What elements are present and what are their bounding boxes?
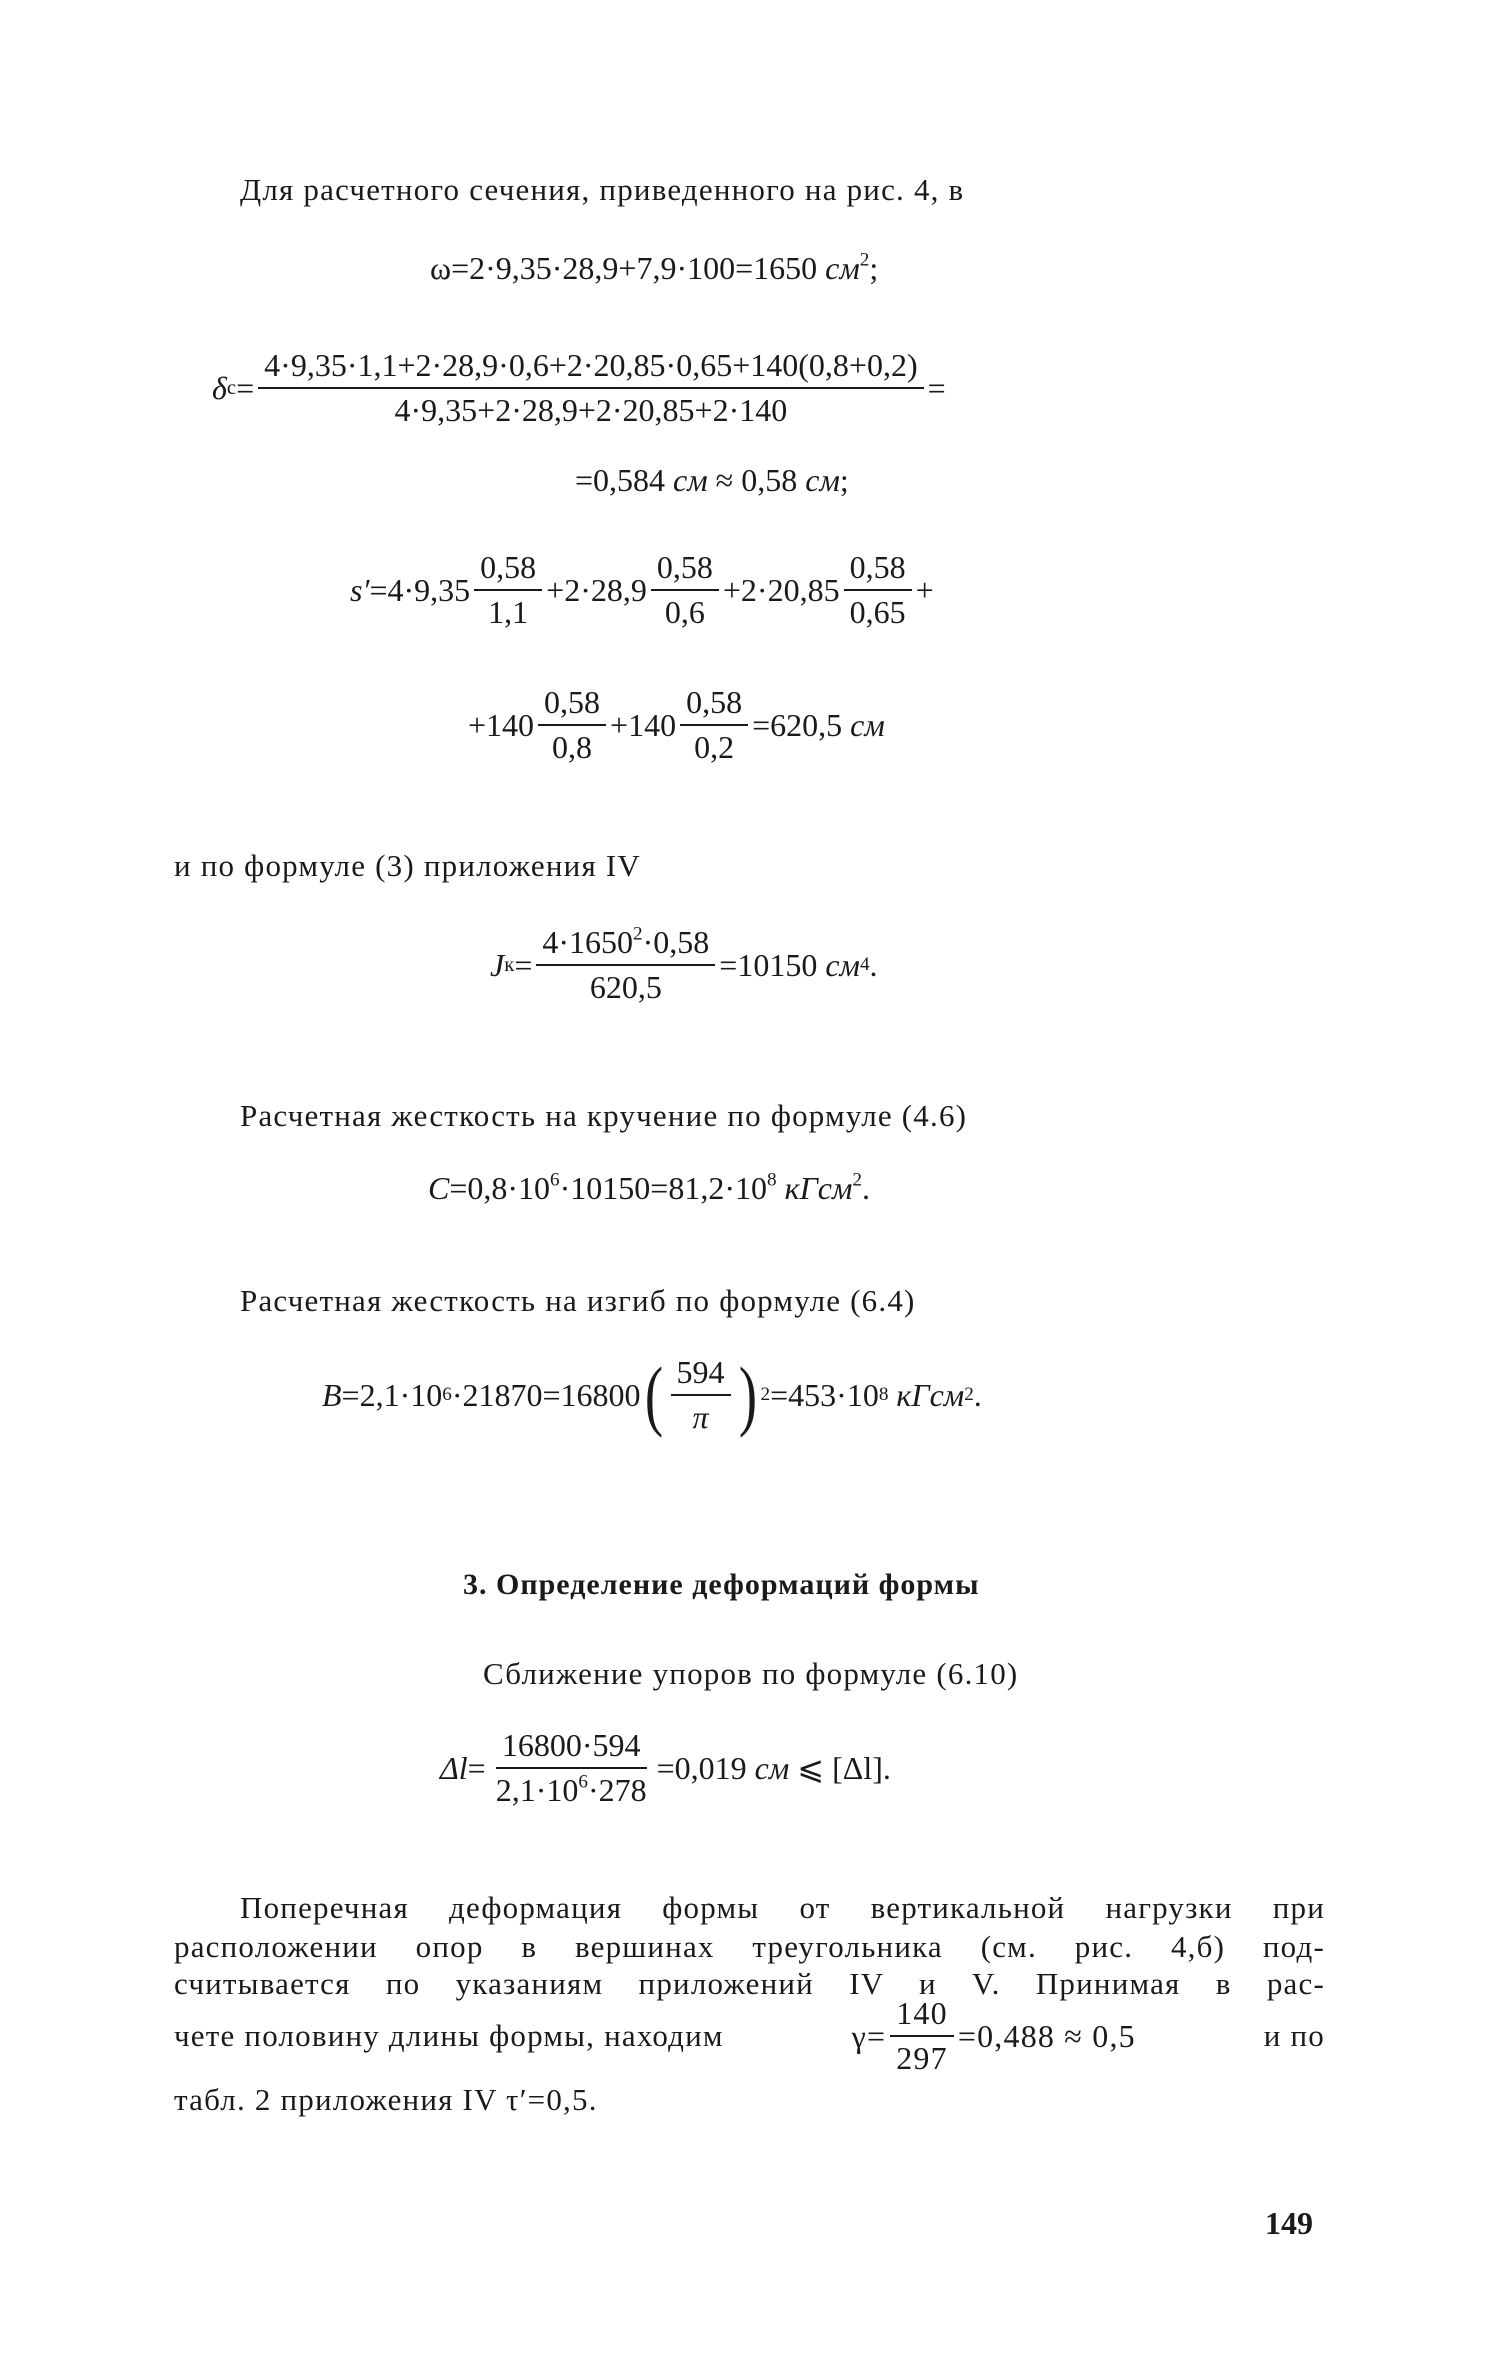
c-end: .: [861, 1170, 870, 1206]
s-fraction2: [651, 550, 719, 630]
b-part-a: =2,1·10: [341, 1376, 443, 1413]
delta-result-unit: см: [673, 462, 708, 498]
omega-unit-exponent: 2: [859, 249, 870, 271]
gamma-result: =0,488 ≈ 0,5: [957, 2017, 1136, 2054]
c-part-a-exp: 6: [550, 1169, 560, 1191]
s-fraction5: [680, 685, 748, 765]
gamma-expression: [852, 1996, 1136, 2076]
delta-l-den-b: ·278: [587, 1772, 647, 1809]
b-end: .: [973, 1376, 982, 1413]
paragraph-line4: [174, 1996, 1325, 2076]
delta-end: ;: [839, 462, 849, 498]
bending-stiffness-line: Расчетная жесткость на изгиб по формуле (6.4): [240, 1283, 916, 1318]
s-fraction1: [474, 550, 542, 630]
s-prime-equation-line2: [468, 685, 885, 765]
s-result: =620,5: [752, 706, 843, 743]
s-term3: +2·20,85: [722, 571, 840, 608]
j-num-a: 4·1650: [542, 924, 634, 960]
delta-l-den-exp: 6: [578, 1771, 588, 1793]
delta-l-denominator: [490, 1769, 653, 1808]
delta-l-equals: =: [467, 1749, 486, 1786]
s-fraction3-num: 0,58: [844, 550, 912, 591]
s-fraction5-num: 0,58: [680, 685, 748, 726]
s-term5: +140: [468, 706, 535, 743]
delta-trailing-equals: =: [927, 369, 946, 406]
c-part-a: =0,8·10: [449, 1170, 551, 1206]
paragraph-line3: считывается по указаниям приложений IV и V. Принимая в рас-: [174, 1966, 1325, 2001]
gamma-symbol: γ=: [851, 2017, 887, 2054]
delta-denominator: 4·9,35+2·28,9+2·20,85+2·140: [394, 392, 788, 429]
s-prime-equation-line1: [350, 550, 934, 630]
delta-l-unit: см: [754, 1749, 790, 1786]
s-fraction3: [844, 550, 912, 630]
j-equation: J к = $\frac{4\cdot 1650^2\cdot 0,58}{620,5}$ =10150 см 4 .: [490, 923, 878, 1006]
j-fraction: [536, 925, 715, 1005]
s-fraction1-den: 1,1: [488, 594, 529, 631]
b-unit: кГсм: [896, 1376, 965, 1413]
delta-numerator: 4·9,35·1,1+2·28,9·0,6+2·20,85·0,65+140(0,8+0,2): [258, 348, 923, 389]
s-fraction4-den: 0,8: [552, 729, 593, 766]
b-fraction-den: π: [692, 1399, 709, 1436]
delta-result: =0,584: [575, 462, 666, 498]
gamma-fraction: [890, 1996, 954, 2076]
section-heading: 3. Определение деформаций формы: [463, 1568, 980, 1601]
omega-unit: см: [825, 250, 860, 286]
s-fraction4: [538, 685, 606, 765]
j-num-exp: 2: [633, 923, 643, 945]
torsion-stiffness-line: Расчетная жесткость на кручение по формуле (4.6): [240, 1098, 968, 1133]
delta-equals: =: [236, 369, 255, 406]
delta-l-den-a: 2,1·10: [495, 1772, 579, 1809]
c-part-b-exp: 8: [767, 1169, 777, 1191]
s-fraction1-num: 0,58: [474, 550, 542, 591]
s-fraction2-den: 0,6: [664, 594, 705, 631]
j-denominator: 620,5: [589, 969, 662, 1006]
delta-symbol: δ: [212, 369, 227, 406]
s-fraction5-den: 0,2: [694, 729, 735, 766]
c-symbol: C: [428, 1170, 450, 1206]
page-number: 149: [1265, 2205, 1313, 2241]
j-num-b: ·0,58: [642, 924, 710, 960]
delta-approx: ≈ 0,58: [715, 462, 798, 498]
delta-l-fraction: [490, 1728, 653, 1808]
approach-line: Сближение упоров по формуле (6.10): [483, 1656, 1019, 1691]
formula3-line: и по формуле (3) приложения IV: [174, 848, 641, 883]
b-part-c: =453·10: [770, 1376, 879, 1413]
s-term6: +140: [610, 706, 677, 743]
paragraph-line2: расположении опор в вершинах треугольника (см. рис. 4,б) под-: [174, 1929, 1325, 1964]
delta-l-numerator: 16800·594: [496, 1728, 647, 1769]
c-equation: [428, 1170, 870, 1207]
omega-expression: =2·9,35·28,9+7,9·100=1650: [451, 250, 818, 286]
omega-end: ;: [869, 250, 879, 286]
delta-l-equation: [440, 1728, 891, 1808]
omega-symbol: ω: [430, 250, 452, 286]
j-unit: см: [825, 946, 860, 983]
paragraph-line1: Поперечная деформация формы от вертикальной нагрузки при: [240, 1890, 1325, 1925]
delta-l-symbol: Δl: [440, 1749, 468, 1786]
j-result: =10150: [719, 946, 818, 983]
c-unit-exp: 2: [852, 1169, 862, 1191]
s-fraction2-num: 0,58: [651, 550, 719, 591]
b-fraction-num: 594: [671, 1355, 731, 1396]
paragraph-line4-end: и по: [1263, 2018, 1325, 2054]
paragraph-line5: табл. 2 приложения IV τ′=0,5.: [174, 2082, 598, 2117]
gamma-numerator: 140: [890, 1996, 954, 2037]
s-prime-symbol: s′: [350, 571, 370, 608]
c-part-b: ·10150=81,2·10: [559, 1170, 767, 1206]
left-paren: (: [644, 1351, 663, 1439]
b-part-b: ·21870=16800: [451, 1376, 641, 1413]
s-term4: +: [915, 571, 934, 608]
b-symbol: B: [322, 1376, 342, 1413]
delta-fraction: [258, 348, 923, 428]
delta-approx-unit: см: [805, 462, 840, 498]
b-fraction: [671, 1355, 731, 1435]
s-term1: =4·9,35: [369, 571, 471, 608]
s-fraction4-num: 0,58: [538, 685, 606, 726]
j-numerator: [536, 925, 715, 966]
s-term2: +2·28,9: [546, 571, 647, 608]
gamma-denominator: 297: [896, 2040, 948, 2077]
paragraph-line4-text: чете половину длины формы, находим: [174, 2018, 724, 2054]
s-fraction3-den: 0,65: [849, 594, 906, 631]
delta-equation: δ с = $\frac{4\cdot 9,35\cdot 1,1+2\cdot 28,9\cdot 0,6+2\cdot 20,85\cdot 0,65+140(0,8+0,2)}{4\cdot 9,35+2\cdot 28,9+2\cdot 20,85+2\cdot 140}$ =: [212, 347, 946, 429]
c-unit: кГсм: [784, 1170, 853, 1206]
delta-result-line: [575, 462, 849, 499]
b-equation: B =2,1·10 6 ·21870=16800 ( $\frac{594}{\pi}$ ) 2 =453·10 8 кГсм 2 .: [322, 1351, 982, 1439]
omega-equation: [430, 250, 878, 287]
intro-line: Для расчетного сечения, приведенного на рис. 4, в: [240, 172, 965, 207]
right-paren: ): [738, 1351, 757, 1439]
j-end: .: [869, 946, 878, 983]
s-unit: см: [850, 706, 885, 743]
j-equals: =: [514, 946, 533, 983]
delta-l-relation: ⩽ [Δl].: [797, 1750, 891, 1787]
delta-l-result: =0,019: [656, 1749, 747, 1786]
j-symbol: J: [490, 946, 505, 983]
